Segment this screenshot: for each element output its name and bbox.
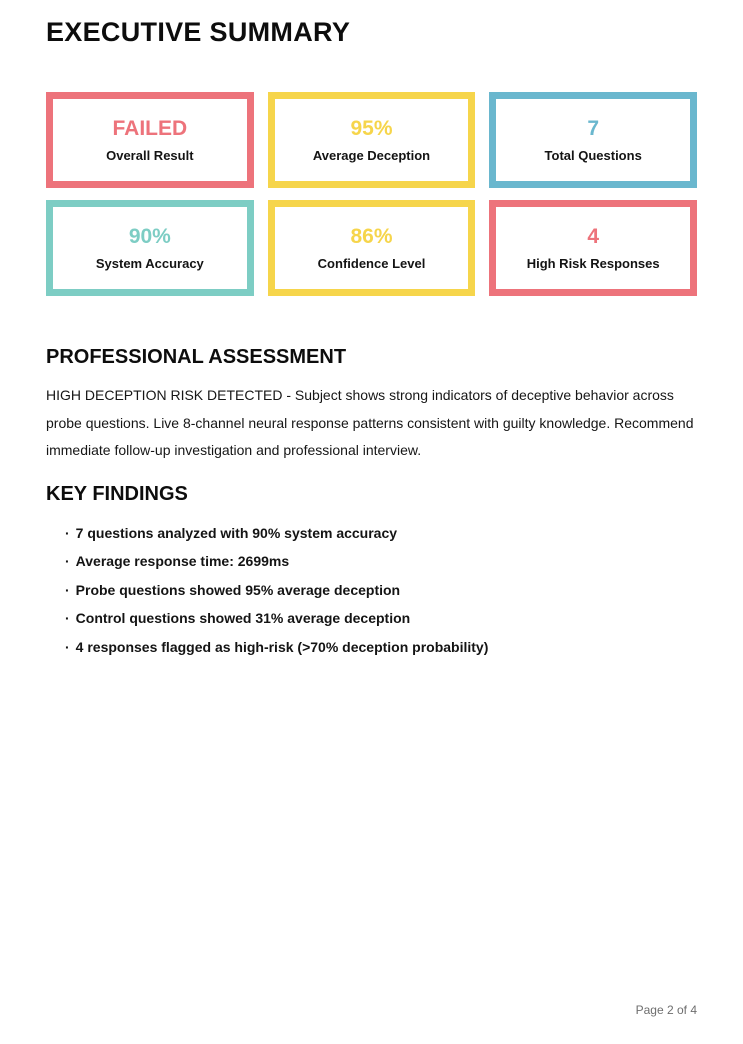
card-label: Average Deception: [312, 148, 431, 163]
card-label: Total Questions: [544, 148, 642, 163]
finding-text: Control questions showed 31% average deception: [75, 610, 411, 626]
summary-card-system-accuracy: [46, 200, 254, 296]
bullet-icon: ·: [65, 524, 70, 541]
finding-text: Average response time: 2699ms: [75, 553, 290, 569]
finding-item: [65, 611, 697, 626]
page-number: Page 2 of 4: [635, 1003, 697, 1017]
summary-card-average-deception: [268, 92, 476, 188]
bullet-icon: ·: [65, 610, 70, 626]
bullet-icon: ·: [65, 638, 70, 655]
professional-assessment-body: HIGH DECEPTION RISK DETECTED - Subject shows strong indicators of deceptive behavior across probe questions. Live 8-channel neural response patterns consistent with guilty knowledge. Recommend immediate follow-up investigation and professional interview.: [46, 387, 694, 458]
bullet-icon: ·: [65, 553, 70, 569]
finding-text: 7 questions analyzed with 90% system accuracy: [75, 524, 398, 541]
card-label: Confidence Level: [317, 256, 426, 271]
finding-text: Probe questions showed 95% average deception: [75, 581, 401, 598]
card-value: 95%: [350, 117, 393, 140]
summary-card-total-questions: [489, 92, 697, 188]
key-findings-list: [46, 526, 697, 655]
card-value: FAILED: [112, 117, 188, 140]
card-value: 90%: [128, 225, 171, 248]
key-findings-heading: KEY FINDINGS: [46, 482, 188, 505]
finding-item: [65, 640, 697, 655]
finding-text: 4 responses flagged as high-risk (>70% deception probability): [75, 638, 489, 655]
card-label: Overall Result: [106, 148, 194, 163]
finding-item: [65, 526, 697, 541]
summary-card-overall-result: [46, 92, 254, 188]
professional-assessment-heading: PROFESSIONAL ASSESSMENT: [46, 346, 347, 368]
card-value: 7: [587, 117, 599, 140]
finding-item: [65, 583, 697, 598]
card-value: 86%: [350, 225, 393, 248]
summary-card-high-risk-responses: [489, 200, 697, 296]
summary-card-confidence-level: [268, 200, 476, 296]
summary-cards-grid: [46, 92, 697, 296]
card-label: System Accuracy: [95, 256, 204, 271]
card-value: 4: [587, 225, 599, 248]
page-title: EXECUTIVE SUMMARY: [46, 17, 351, 47]
card-label: High Risk Responses: [526, 256, 660, 271]
bullet-icon: ·: [65, 581, 70, 598]
finding-item: [65, 554, 697, 569]
